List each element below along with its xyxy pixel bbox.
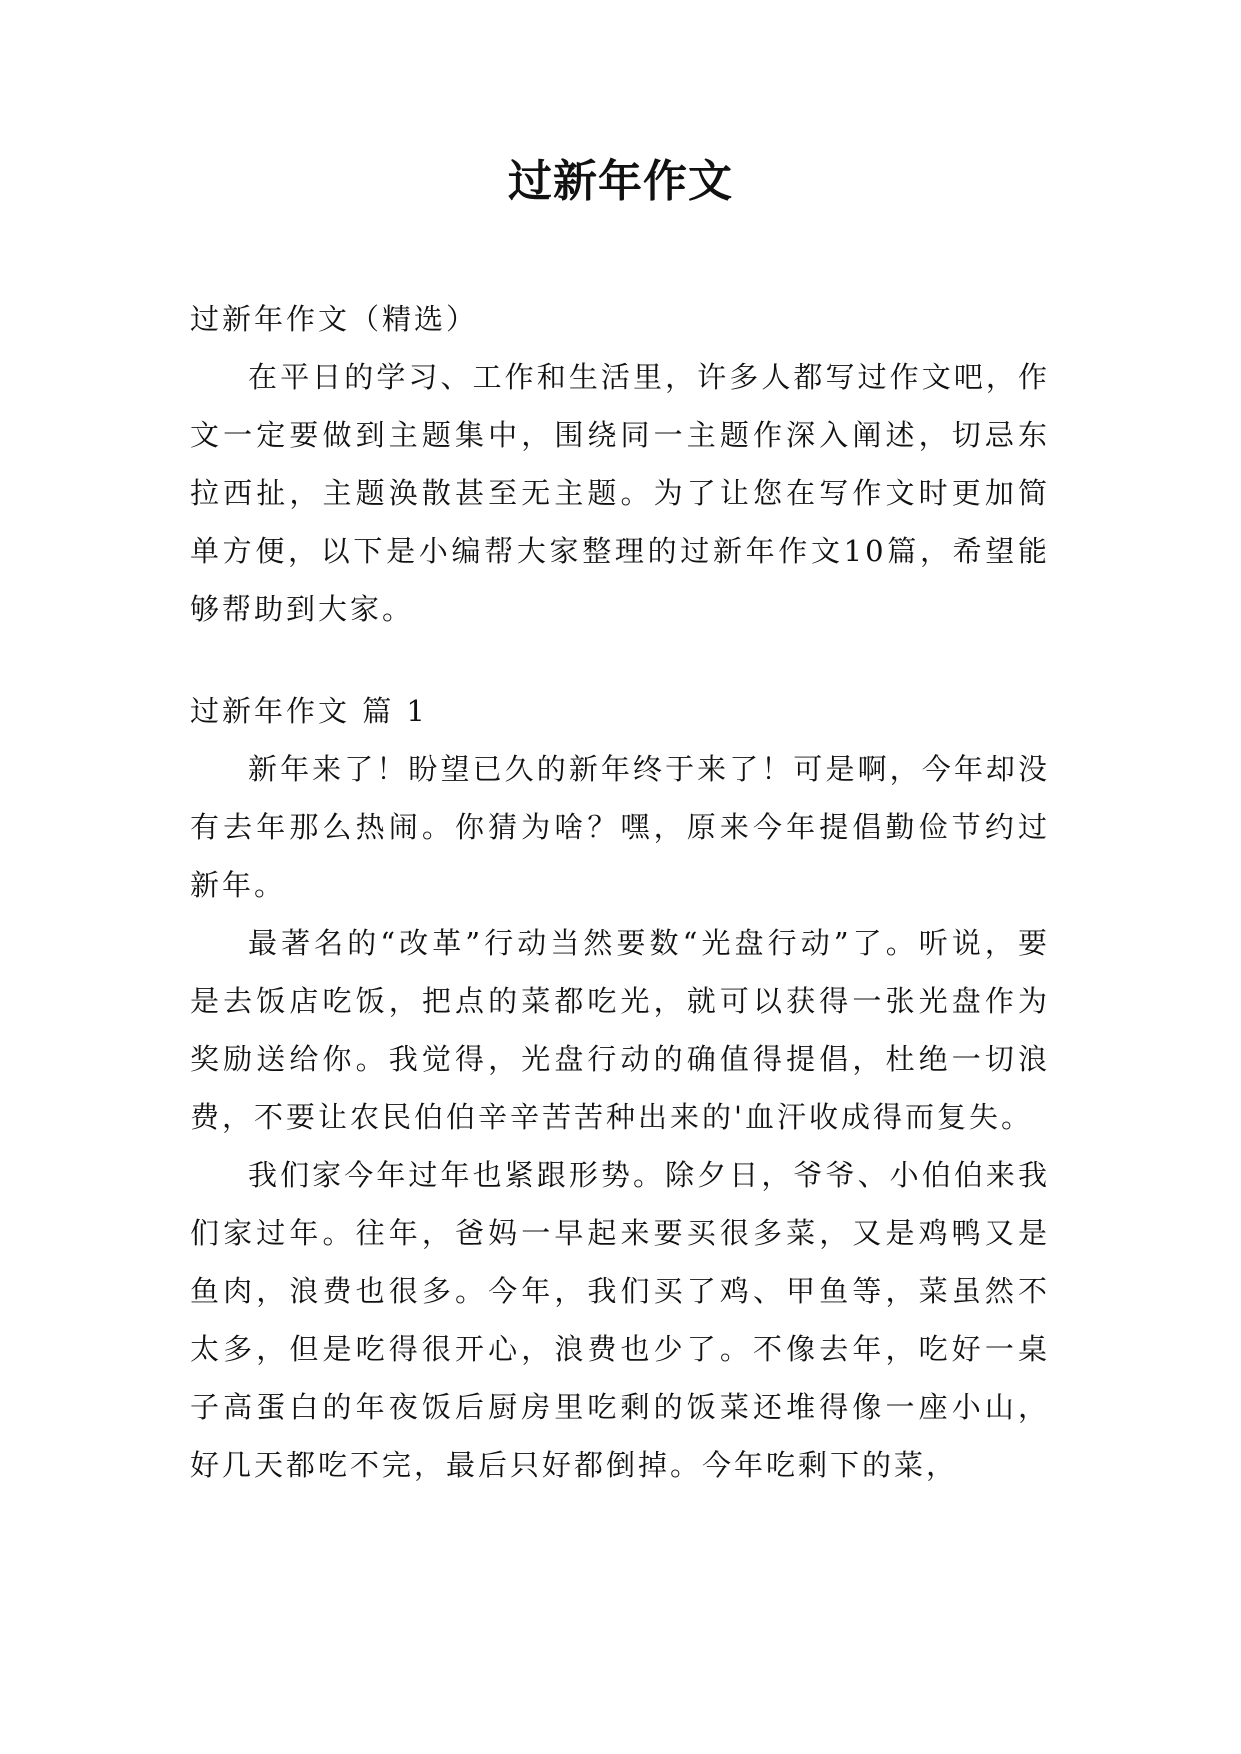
body-paragraph: 新年来了！盼望已久的新年终于来了！可是啊，今年却没有去年那么热闹。你猜为啥？嘿，原来今年提倡勤俭节约过新年。 (190, 752, 1050, 902)
body-paragraph: 最著名的“改革”行动当然要数“光盘行动”了。听说，要是去饭店吃饭，把点的菜都吃光，就可以获得一张光盘作为奖励送给你。我觉得，光盘行动的确值得提倡，杜绝一切浪费，不要让农民伯伯辛辛苦苦种出来的'血汗收成得而复失。 (190, 926, 1050, 1134)
essay-section (190, 682, 1050, 1494)
document-subtitle: 过新年作文（精选） (190, 302, 479, 336)
body-paragraph: 我们家今年过年也紧跟形势。除夕日，爷爷、小伯伯来我们家过年。往年，爸妈一早起来要买很多菜，又是鸡鸭又是鱼肉，浪费也很多。今年，我们买了鸡、甲鱼等，菜虽然不太多，但是吃得很开心，浪费也少了。不像去年，吃好一桌子高蛋白的年夜饭后厨房里吃剩的饭菜还堆得像一座小山，好几天都吃不完，最后只好都倒掉。今年吃剩下的菜， (190, 1158, 1050, 1482)
document-title: 过新年作文 (508, 156, 733, 207)
intro-paragraph: 在平日的学习、工作和生活里，许多人都写过作文吧，作文一定要做到主题集中，围绕同一主题作深入阐述，切忌东拉西扯，主题涣散甚至无主题。为了让您在写作文时更加简单方便，以下是小编帮大家整理的过新年作文10篇，希望能够帮助到大家。 (190, 360, 1050, 626)
section-heading: 过新年作文 篇 1 (190, 694, 428, 728)
document-body (190, 290, 1050, 1494)
